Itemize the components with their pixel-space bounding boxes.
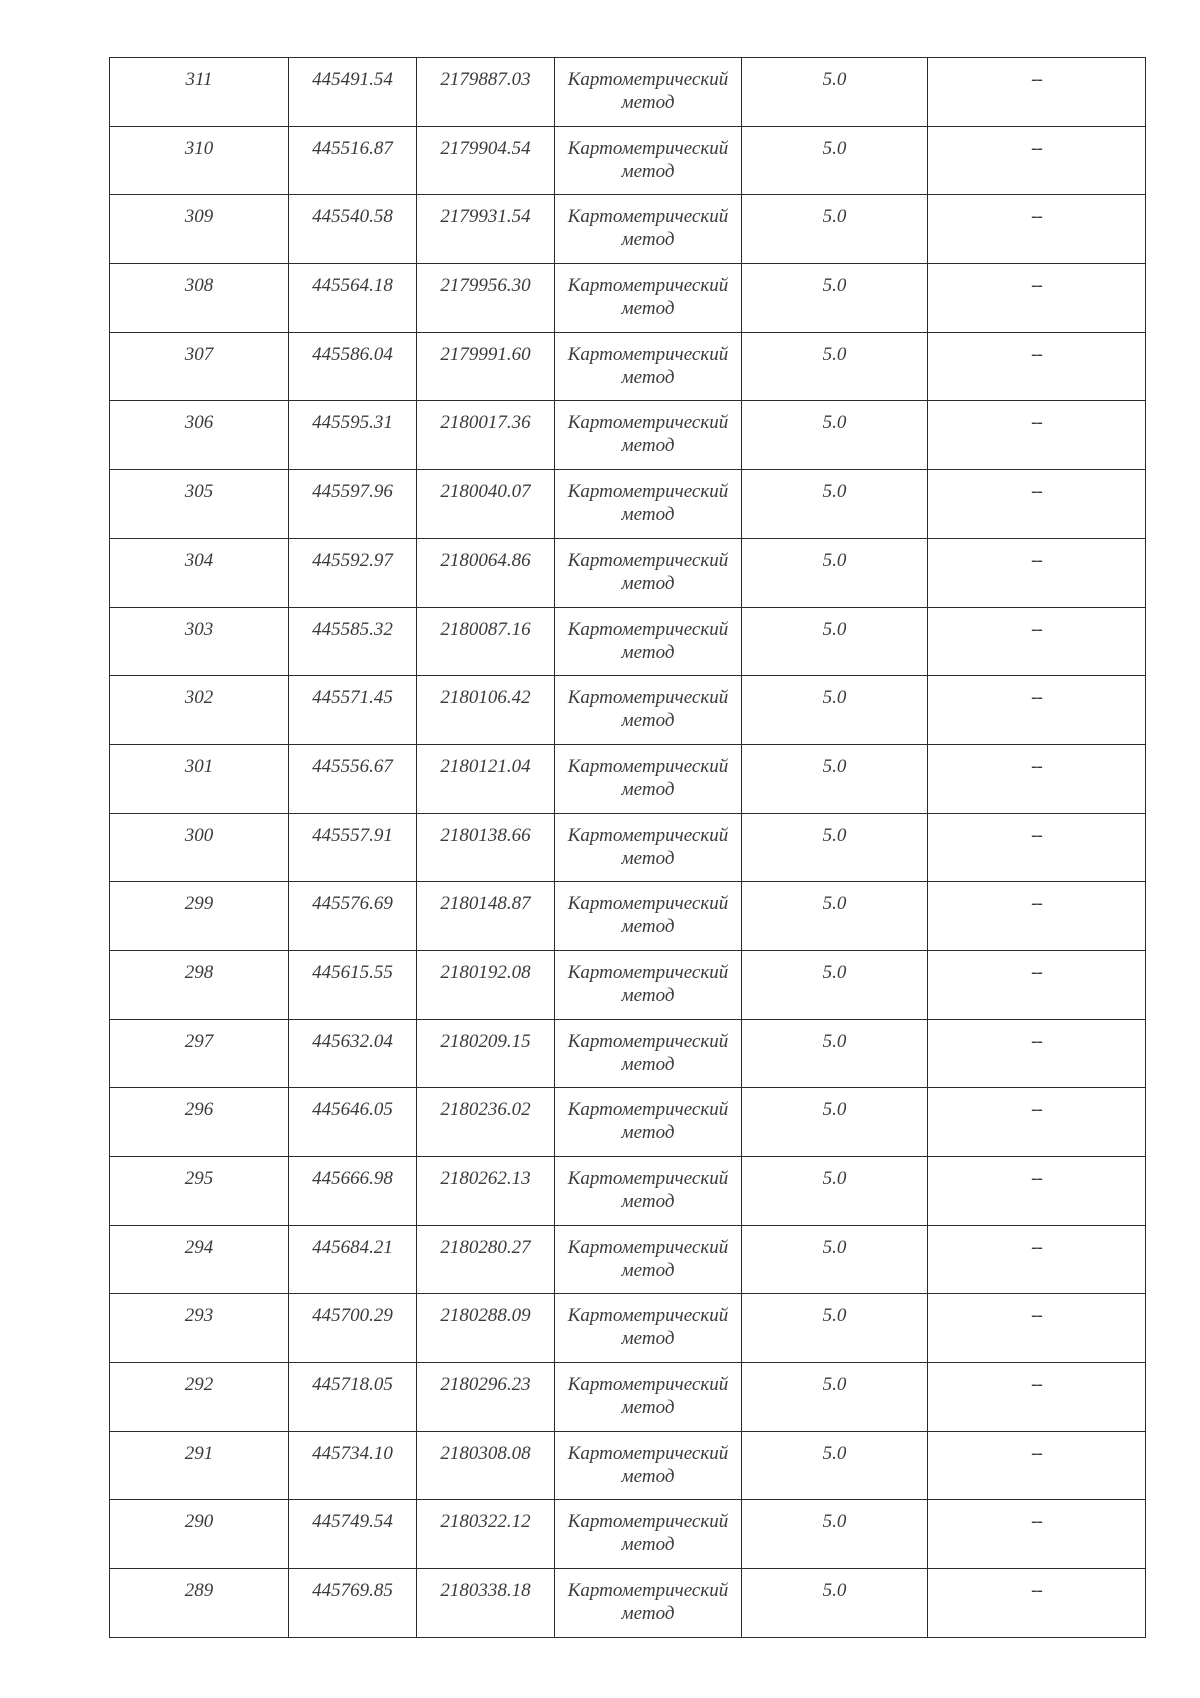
y-coordinate-cell: 2180262.13: [417, 1157, 555, 1226]
method-cell: Картометрический метод: [555, 58, 742, 127]
accuracy-cell: 5.0: [742, 1225, 928, 1294]
y-coordinate-cell: 2180236.02: [417, 1088, 555, 1157]
note-cell: --: [928, 950, 1146, 1019]
point-number-cell: 289: [110, 1569, 289, 1638]
note-cell: --: [928, 1157, 1146, 1226]
y-coordinate-cell: 2180338.18: [417, 1569, 555, 1638]
x-coordinate-cell: 445576.69: [289, 882, 417, 951]
accuracy-cell: 5.0: [742, 1157, 928, 1226]
method-cell: Картометрический метод: [555, 1019, 742, 1088]
point-number-cell: 300: [110, 813, 289, 882]
y-coordinate-cell: 2180296.23: [417, 1363, 555, 1432]
table-row: [110, 1363, 1146, 1432]
note-cell: --: [928, 58, 1146, 127]
table-row: [110, 607, 1146, 676]
note-cell: --: [928, 1500, 1146, 1569]
x-coordinate-cell: 445595.31: [289, 401, 417, 470]
note-cell: --: [928, 195, 1146, 264]
method-cell: Картометрический метод: [555, 401, 742, 470]
x-coordinate-cell: 445585.32: [289, 607, 417, 676]
accuracy-cell: 5.0: [742, 1088, 928, 1157]
x-coordinate-cell: 445556.67: [289, 744, 417, 813]
table-row: [110, 1088, 1146, 1157]
note-cell: --: [928, 1363, 1146, 1432]
point-number-cell: 301: [110, 744, 289, 813]
point-number-cell: 294: [110, 1225, 289, 1294]
x-coordinate-cell: 445571.45: [289, 676, 417, 745]
x-coordinate-cell: 445615.55: [289, 950, 417, 1019]
accuracy-cell: 5.0: [742, 1019, 928, 1088]
table-row: [110, 58, 1146, 127]
accuracy-cell: 5.0: [742, 126, 928, 195]
accuracy-cell: 5.0: [742, 470, 928, 539]
accuracy-cell: 5.0: [742, 744, 928, 813]
accuracy-cell: 5.0: [742, 813, 928, 882]
table-row: [110, 744, 1146, 813]
y-coordinate-cell: 2180322.12: [417, 1500, 555, 1569]
point-number-cell: 295: [110, 1157, 289, 1226]
method-cell: Картометрический метод: [555, 676, 742, 745]
accuracy-cell: 5.0: [742, 1500, 928, 1569]
x-coordinate-cell: 445666.98: [289, 1157, 417, 1226]
accuracy-cell: 5.0: [742, 538, 928, 607]
x-coordinate-cell: 445592.97: [289, 538, 417, 607]
x-coordinate-cell: 445540.58: [289, 195, 417, 264]
y-coordinate-cell: 2180192.08: [417, 950, 555, 1019]
table-row: [110, 1500, 1146, 1569]
table-row: [110, 1019, 1146, 1088]
point-number-cell: 296: [110, 1088, 289, 1157]
accuracy-cell: 5.0: [742, 607, 928, 676]
point-number-cell: 307: [110, 332, 289, 401]
y-coordinate-cell: 2180040.07: [417, 470, 555, 539]
method-cell: Картометрический метод: [555, 1157, 742, 1226]
method-cell: Картометрический метод: [555, 813, 742, 882]
x-coordinate-cell: 445491.54: [289, 58, 417, 127]
point-number-cell: 302: [110, 676, 289, 745]
point-number-cell: 308: [110, 264, 289, 333]
table-row: [110, 882, 1146, 951]
x-coordinate-cell: 445684.21: [289, 1225, 417, 1294]
note-cell: --: [928, 1019, 1146, 1088]
accuracy-cell: 5.0: [742, 401, 928, 470]
accuracy-cell: 5.0: [742, 332, 928, 401]
point-number-cell: 305: [110, 470, 289, 539]
table-row: [110, 470, 1146, 539]
y-coordinate-cell: 2180087.16: [417, 607, 555, 676]
method-cell: Картометрический метод: [555, 1088, 742, 1157]
y-coordinate-cell: 2179887.03: [417, 58, 555, 127]
method-cell: Картометрический метод: [555, 1225, 742, 1294]
accuracy-cell: 5.0: [742, 58, 928, 127]
method-cell: Картометрический метод: [555, 950, 742, 1019]
x-coordinate-cell: 445718.05: [289, 1363, 417, 1432]
y-coordinate-cell: 2179956.30: [417, 264, 555, 333]
method-cell: Картометрический метод: [555, 332, 742, 401]
table-row: [110, 401, 1146, 470]
point-number-cell: 298: [110, 950, 289, 1019]
accuracy-cell: 5.0: [742, 264, 928, 333]
y-coordinate-cell: 2180308.08: [417, 1431, 555, 1500]
point-number-cell: 299: [110, 882, 289, 951]
y-coordinate-cell: 2180280.27: [417, 1225, 555, 1294]
point-number-cell: 309: [110, 195, 289, 264]
x-coordinate-cell: 445749.54: [289, 1500, 417, 1569]
y-coordinate-cell: 2180288.09: [417, 1294, 555, 1363]
note-cell: --: [928, 1294, 1146, 1363]
note-cell: --: [928, 401, 1146, 470]
method-cell: Картометрический метод: [555, 1363, 742, 1432]
point-number-cell: 293: [110, 1294, 289, 1363]
x-coordinate-cell: 445646.05: [289, 1088, 417, 1157]
accuracy-cell: 5.0: [742, 1363, 928, 1432]
note-cell: --: [928, 126, 1146, 195]
note-cell: --: [928, 264, 1146, 333]
method-cell: Картометрический метод: [555, 126, 742, 195]
table-row: [110, 332, 1146, 401]
y-coordinate-cell: 2180121.04: [417, 744, 555, 813]
table-row: [110, 1569, 1146, 1638]
note-cell: --: [928, 1569, 1146, 1638]
y-coordinate-cell: 2179931.54: [417, 195, 555, 264]
x-coordinate-cell: 445769.85: [289, 1569, 417, 1638]
table-row: [110, 195, 1146, 264]
note-cell: --: [928, 1225, 1146, 1294]
y-coordinate-cell: 2180017.36: [417, 401, 555, 470]
y-coordinate-cell: 2180064.86: [417, 538, 555, 607]
point-number-cell: 306: [110, 401, 289, 470]
x-coordinate-cell: 445632.04: [289, 1019, 417, 1088]
point-number-cell: 290: [110, 1500, 289, 1569]
y-coordinate-cell: 2180148.87: [417, 882, 555, 951]
table-row: [110, 950, 1146, 1019]
y-coordinate-cell: 2180106.42: [417, 676, 555, 745]
x-coordinate-cell: 445516.87: [289, 126, 417, 195]
table-row: [110, 264, 1146, 333]
accuracy-cell: 5.0: [742, 882, 928, 951]
method-cell: Картометрический метод: [555, 1569, 742, 1638]
method-cell: Картометрический метод: [555, 470, 742, 539]
method-cell: Картометрический метод: [555, 1431, 742, 1500]
table-row: [110, 1294, 1146, 1363]
method-cell: Картометрический метод: [555, 607, 742, 676]
y-coordinate-cell: 2179904.54: [417, 126, 555, 195]
note-cell: --: [928, 882, 1146, 951]
method-cell: Картометрический метод: [555, 744, 742, 813]
note-cell: --: [928, 607, 1146, 676]
point-number-cell: 310: [110, 126, 289, 195]
table-row: [110, 1157, 1146, 1226]
table-row: [110, 1431, 1146, 1500]
x-coordinate-cell: 445557.91: [289, 813, 417, 882]
table-row: [110, 676, 1146, 745]
note-cell: --: [928, 744, 1146, 813]
table-row: [110, 126, 1146, 195]
point-number-cell: 291: [110, 1431, 289, 1500]
note-cell: --: [928, 676, 1146, 745]
accuracy-cell: 5.0: [742, 676, 928, 745]
y-coordinate-cell: 2180138.66: [417, 813, 555, 882]
method-cell: Картометрический метод: [555, 1294, 742, 1363]
method-cell: Картометрический метод: [555, 195, 742, 264]
accuracy-cell: 5.0: [742, 1569, 928, 1638]
accuracy-cell: 5.0: [742, 1294, 928, 1363]
x-coordinate-cell: 445734.10: [289, 1431, 417, 1500]
y-coordinate-cell: 2179991.60: [417, 332, 555, 401]
table-row: [110, 813, 1146, 882]
accuracy-cell: 5.0: [742, 195, 928, 264]
point-number-cell: 311: [110, 58, 289, 127]
accuracy-cell: 5.0: [742, 1431, 928, 1500]
method-cell: Картометрический метод: [555, 264, 742, 333]
x-coordinate-cell: 445597.96: [289, 470, 417, 539]
note-cell: --: [928, 813, 1146, 882]
point-number-cell: 297: [110, 1019, 289, 1088]
note-cell: --: [928, 470, 1146, 539]
point-number-cell: 292: [110, 1363, 289, 1432]
note-cell: --: [928, 1431, 1146, 1500]
note-cell: --: [928, 332, 1146, 401]
method-cell: Картометрический метод: [555, 882, 742, 951]
x-coordinate-cell: 445700.29: [289, 1294, 417, 1363]
note-cell: --: [928, 538, 1146, 607]
x-coordinate-cell: 445586.04: [289, 332, 417, 401]
coordinates-table: [109, 57, 1146, 1638]
note-cell: --: [928, 1088, 1146, 1157]
coordinates-table-body: [110, 58, 1146, 1638]
table-row: [110, 1225, 1146, 1294]
x-coordinate-cell: 445564.18: [289, 264, 417, 333]
method-cell: Картометрический метод: [555, 1500, 742, 1569]
accuracy-cell: 5.0: [742, 950, 928, 1019]
table-row: [110, 538, 1146, 607]
point-number-cell: 303: [110, 607, 289, 676]
y-coordinate-cell: 2180209.15: [417, 1019, 555, 1088]
point-number-cell: 304: [110, 538, 289, 607]
method-cell: Картометрический метод: [555, 538, 742, 607]
